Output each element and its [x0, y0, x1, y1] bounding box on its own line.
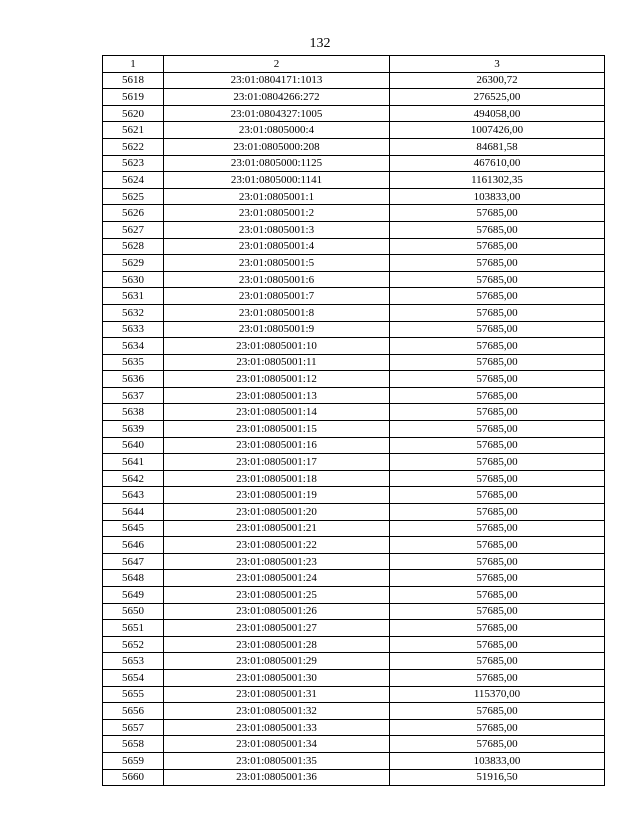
value-cell: 57685,00 [390, 454, 605, 471]
cadastral-number-cell: 23:01:0805001:6 [164, 271, 390, 288]
table-row [103, 520, 605, 537]
row-number-cell: 5633 [103, 321, 164, 338]
cadastral-number-cell: 23:01:0805001:3 [164, 221, 390, 238]
value-cell: 57685,00 [390, 553, 605, 570]
table-row [103, 454, 605, 471]
row-number-cell: 5639 [103, 421, 164, 438]
row-number-cell: 5636 [103, 371, 164, 388]
table-row [103, 188, 605, 205]
cadastral-number-cell: 23:01:0805001:2 [164, 205, 390, 222]
row-number-cell: 5660 [103, 769, 164, 786]
value-cell: 467610,00 [390, 155, 605, 172]
value-cell: 115370,00 [390, 686, 605, 703]
value-cell: 57685,00 [390, 669, 605, 686]
row-number-cell: 5622 [103, 138, 164, 155]
table-row [103, 288, 605, 305]
row-number-cell: 5620 [103, 105, 164, 122]
table-row [103, 155, 605, 172]
cadastral-number-cell: 23:01:0805000:4 [164, 122, 390, 139]
table-row [103, 89, 605, 106]
cadastral-number-cell: 23:01:0805001:36 [164, 769, 390, 786]
table-row [103, 371, 605, 388]
table-row [103, 72, 605, 89]
cadastral-number-cell: 23:01:0805001:29 [164, 653, 390, 670]
table-header-row [103, 56, 605, 73]
value-cell: 57685,00 [390, 338, 605, 355]
value-cell: 57685,00 [390, 620, 605, 637]
row-number-cell: 5637 [103, 387, 164, 404]
table-row [103, 752, 605, 769]
cadastral-number-cell: 23:01:0805001:12 [164, 371, 390, 388]
value-cell: 57685,00 [390, 587, 605, 604]
value-cell: 57685,00 [390, 288, 605, 305]
table-row [103, 404, 605, 421]
table-row [103, 603, 605, 620]
value-cell: 57685,00 [390, 603, 605, 620]
row-number-cell: 5621 [103, 122, 164, 139]
value-cell: 57685,00 [390, 437, 605, 454]
row-number-cell: 5628 [103, 238, 164, 255]
row-number-cell: 5649 [103, 587, 164, 604]
value-cell: 57685,00 [390, 504, 605, 521]
row-number-cell: 5658 [103, 736, 164, 753]
row-number-cell: 5644 [103, 504, 164, 521]
cadastral-number-cell: 23:01:0804171:1013 [164, 72, 390, 89]
header-cell-2: 2 [164, 56, 390, 73]
cadastral-number-cell: 23:01:0804266:272 [164, 89, 390, 106]
cadastral-number-cell: 23:01:0805001:10 [164, 338, 390, 355]
cadastral-number-cell: 23:01:0805001:27 [164, 620, 390, 637]
table-row [103, 686, 605, 703]
row-number-cell: 5657 [103, 719, 164, 736]
cadastral-number-cell: 23:01:0805001:34 [164, 736, 390, 753]
cadastral-number-cell: 23:01:0805001:5 [164, 255, 390, 272]
table-row [103, 703, 605, 720]
cadastral-number-cell: 23:01:0805001:11 [164, 354, 390, 371]
cadastral-number-cell: 23:01:0805001:32 [164, 703, 390, 720]
row-number-cell: 5641 [103, 454, 164, 471]
table-row [103, 205, 605, 222]
cadastral-number-cell: 23:01:0805001:33 [164, 719, 390, 736]
table-row [103, 221, 605, 238]
header-cell-3: 3 [390, 56, 605, 73]
row-number-cell: 5631 [103, 288, 164, 305]
data-table [102, 55, 605, 786]
row-number-cell: 5624 [103, 172, 164, 189]
cadastral-number-cell: 23:01:0805000:208 [164, 138, 390, 155]
row-number-cell: 5646 [103, 537, 164, 554]
table-row [103, 504, 605, 521]
value-cell: 57685,00 [390, 371, 605, 388]
value-cell: 57685,00 [390, 636, 605, 653]
cadastral-number-cell: 23:01:0805000:1141 [164, 172, 390, 189]
table-row [103, 653, 605, 670]
table-row [103, 321, 605, 338]
value-cell: 103833,00 [390, 752, 605, 769]
table-row [103, 421, 605, 438]
value-cell: 84681,58 [390, 138, 605, 155]
table-row [103, 470, 605, 487]
table-row [103, 736, 605, 753]
row-number-cell: 5634 [103, 338, 164, 355]
row-number-cell: 5645 [103, 520, 164, 537]
row-number-cell: 5640 [103, 437, 164, 454]
table-row [103, 255, 605, 272]
table-row [103, 719, 605, 736]
table-row [103, 238, 605, 255]
row-number-cell: 5635 [103, 354, 164, 371]
value-cell: 57685,00 [390, 703, 605, 720]
value-cell: 276525,00 [390, 89, 605, 106]
cadastral-number-cell: 23:01:0805001:16 [164, 437, 390, 454]
row-number-cell: 5653 [103, 653, 164, 670]
row-number-cell: 5638 [103, 404, 164, 421]
header-cell-1: 1 [103, 56, 164, 73]
value-cell: 57685,00 [390, 304, 605, 321]
value-cell: 57685,00 [390, 205, 605, 222]
value-cell: 57685,00 [390, 354, 605, 371]
page-number: 132 [309, 36, 331, 51]
table-row [103, 437, 605, 454]
value-cell: 57685,00 [390, 736, 605, 753]
cadastral-number-cell: 23:01:0805001:8 [164, 304, 390, 321]
table-row [103, 105, 605, 122]
cadastral-number-cell: 23:01:0805001:9 [164, 321, 390, 338]
row-number-cell: 5632 [103, 304, 164, 321]
row-number-cell: 5647 [103, 553, 164, 570]
value-cell: 57685,00 [390, 570, 605, 587]
table-row [103, 138, 605, 155]
row-number-cell: 5626 [103, 205, 164, 222]
cadastral-number-cell: 23:01:0805001:4 [164, 238, 390, 255]
row-number-cell: 5659 [103, 752, 164, 769]
cadastral-number-cell: 23:01:0805001:21 [164, 520, 390, 537]
row-number-cell: 5630 [103, 271, 164, 288]
value-cell: 1007426,00 [390, 122, 605, 139]
table-row [103, 122, 605, 139]
cadastral-number-cell: 23:01:0805001:19 [164, 487, 390, 504]
table-row [103, 620, 605, 637]
cadastral-number-cell: 23:01:0805001:7 [164, 288, 390, 305]
table-row [103, 172, 605, 189]
table-row [103, 570, 605, 587]
cadastral-number-cell: 23:01:0805001:14 [164, 404, 390, 421]
cadastral-number-cell: 23:01:0805001:17 [164, 454, 390, 471]
cadastral-number-cell: 23:01:0805001:26 [164, 603, 390, 620]
table-row [103, 304, 605, 321]
value-cell: 57685,00 [390, 238, 605, 255]
value-cell: 57685,00 [390, 653, 605, 670]
cadastral-number-cell: 23:01:0805001:28 [164, 636, 390, 653]
value-cell: 57685,00 [390, 221, 605, 238]
table-row [103, 338, 605, 355]
value-cell: 103833,00 [390, 188, 605, 205]
row-number-cell: 5643 [103, 487, 164, 504]
value-cell: 51916,50 [390, 769, 605, 786]
row-number-cell: 5652 [103, 636, 164, 653]
cadastral-number-cell: 23:01:0805001:18 [164, 470, 390, 487]
table-row [103, 487, 605, 504]
cadastral-number-cell: 23:01:0805001:24 [164, 570, 390, 587]
value-cell: 57685,00 [390, 719, 605, 736]
table-body [103, 56, 605, 786]
table-row [103, 537, 605, 554]
cadastral-number-cell: 23:01:0805001:1 [164, 188, 390, 205]
row-number-cell: 5623 [103, 155, 164, 172]
table-row [103, 553, 605, 570]
table-row [103, 354, 605, 371]
table-row [103, 387, 605, 404]
row-number-cell: 5655 [103, 686, 164, 703]
row-number-cell: 5627 [103, 221, 164, 238]
row-number-cell: 5642 [103, 470, 164, 487]
table-row [103, 669, 605, 686]
cadastral-number-cell: 23:01:0805001:30 [164, 669, 390, 686]
table-row [103, 636, 605, 653]
row-number-cell: 5651 [103, 620, 164, 637]
cadastral-number-cell: 23:01:0805000:1125 [164, 155, 390, 172]
value-cell: 57685,00 [390, 387, 605, 404]
cadastral-number-cell: 23:01:0805001:25 [164, 587, 390, 604]
cadastral-number-cell: 23:01:0805001:31 [164, 686, 390, 703]
value-cell: 57685,00 [390, 520, 605, 537]
row-number-cell: 5625 [103, 188, 164, 205]
row-number-cell: 5619 [103, 89, 164, 106]
value-cell: 57685,00 [390, 404, 605, 421]
value-cell: 1161302,35 [390, 172, 605, 189]
table-row [103, 271, 605, 288]
row-number-cell: 5656 [103, 703, 164, 720]
cadastral-number-cell: 23:01:0805001:20 [164, 504, 390, 521]
row-number-cell: 5618 [103, 72, 164, 89]
cadastral-number-cell: 23:01:0805001:22 [164, 537, 390, 554]
cadastral-number-cell: 23:01:0805001:35 [164, 752, 390, 769]
cadastral-number-cell: 23:01:0805001:23 [164, 553, 390, 570]
value-cell: 57685,00 [390, 255, 605, 272]
value-cell: 57685,00 [390, 321, 605, 338]
row-number-cell: 5648 [103, 570, 164, 587]
cadastral-number-cell: 23:01:0805001:15 [164, 421, 390, 438]
row-number-cell: 5650 [103, 603, 164, 620]
value-cell: 57685,00 [390, 537, 605, 554]
value-cell: 57685,00 [390, 487, 605, 504]
table-row [103, 587, 605, 604]
value-cell: 26300,72 [390, 72, 605, 89]
cadastral-number-cell: 23:01:0805001:13 [164, 387, 390, 404]
value-cell: 57685,00 [390, 470, 605, 487]
table-row [103, 769, 605, 786]
row-number-cell: 5654 [103, 669, 164, 686]
cadastral-number-cell: 23:01:0804327:1005 [164, 105, 390, 122]
row-number-cell: 5629 [103, 255, 164, 272]
value-cell: 57685,00 [390, 271, 605, 288]
value-cell: 494058,00 [390, 105, 605, 122]
value-cell: 57685,00 [390, 421, 605, 438]
